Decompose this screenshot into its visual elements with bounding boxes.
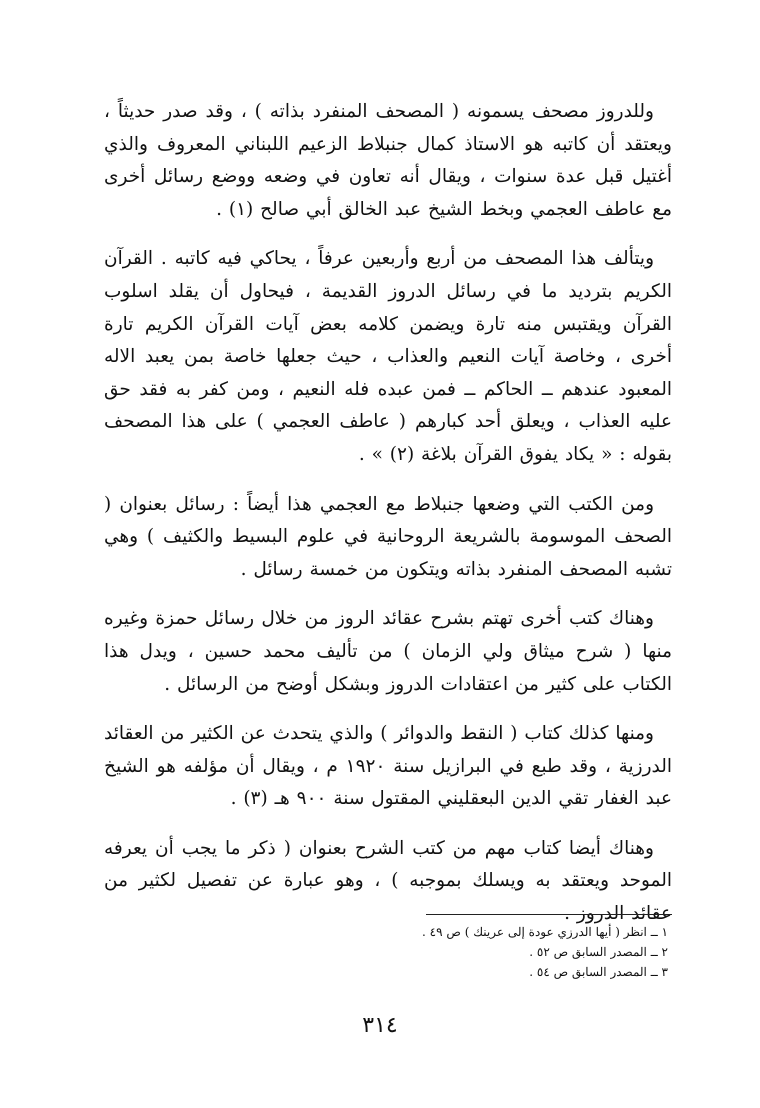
footnote-divider: [426, 914, 672, 915]
footnote: ٣ ــ المصدر السابق ص ٥٤ .: [529, 965, 668, 979]
paragraph: ومن الكتب التي وضعها جنبلاط مع العجمي هذا أيضاً : رسائل بعنوان ( الصحف الموسومة بالشريعة الروحانية في علوم البسيط والكثيف ) وهي تشبه المصحف المنفرد بذاته ويتكون من خمسة رسائل .: [104, 493, 672, 580]
paragraph: وهناك أيضا كتاب مهم من كتب الشرح بعنوان ( ذكر ما يجب أن يعرفه الموحد ويعتقد به ويسلك بموجبه ) ، وهو عبارة عن تفصيل لكثير من عقائد الدروز .: [104, 837, 672, 925]
paragraph: ومنها كذلك كتاب ( النقط والدوائر ) والذي يتحدث عن الكثير من العقائد الدرزية ، وقد طبع في البرازيل سنة ١٩٢٠ م ، ويقال أن مؤلفه هو الشيخ عبد الغفار تقي الدين البعقليني المقتول سنة ٩٠٠ هـ (٣) .: [104, 723, 672, 810]
footnote: ٢ ــ المصدر السابق ص ٥٢ .: [529, 945, 668, 959]
footnotes: [300, 922, 668, 982]
paragraph: وللدروز مصحف يسمونه ( المصحف المنفرد بذاته ) ، وقد صدر حديثاً ، ويعتقد أن كاتبه هو الاستاذ كمال جنبلاط الزعيم اللبناني المعروف والذي أغتيل قبل عدة سنوات ، ويقال أنه تعاون في وضعه ووضع رسائل أخرى مع عاطف العجمي وبخط الشيخ عبد الخالق أبي صالح (١) .: [104, 101, 672, 220]
body-text: [104, 96, 672, 948]
paragraph: ويتألف هذا المصحف من أربع وأربعين عرفاً ، يحاكي فيه كاتبه . القرآن الكريم بترديد ما في رسائل الدروز القديمة ، فيحاول أن يقلد اسلوب القرآن ويقتبس منه تارة ويضمن كلامه بعض آيات القرآن الكريم تارة أخرى ، وخاصة آيات النعيم والعذاب ، حيث جعلها خاصة بمن يعبد الاله المعبود عندهم ــ الحاكم ــ فمن عبده فله النعيم ، ومن كفر به فقد حق عليه العذاب ، ويعلق أحد كبارهم ( عاطف العجمي ) على هذا المصحف بقوله : « يكاد يفوق القرآن بلاغة (٢) » .: [104, 248, 672, 465]
page-number: ٣١٤: [362, 1013, 398, 1038]
footnote: ١ ــ انظر ( أيها الدرزي عودة إلى عرينك ) ص ٤٩ .: [422, 925, 668, 939]
paragraph: وهناك كتب أخرى تهتم بشرح عقائد الروز من خلال رسائل حمزة وغيره منها ( شرح ميثاق ولي الزمان ) من تأليف محمد حسين ، ويدل هذا الكتاب على كثير من اعتقادات الدروز وبشكل أوضح من الرسائل .: [104, 608, 672, 695]
